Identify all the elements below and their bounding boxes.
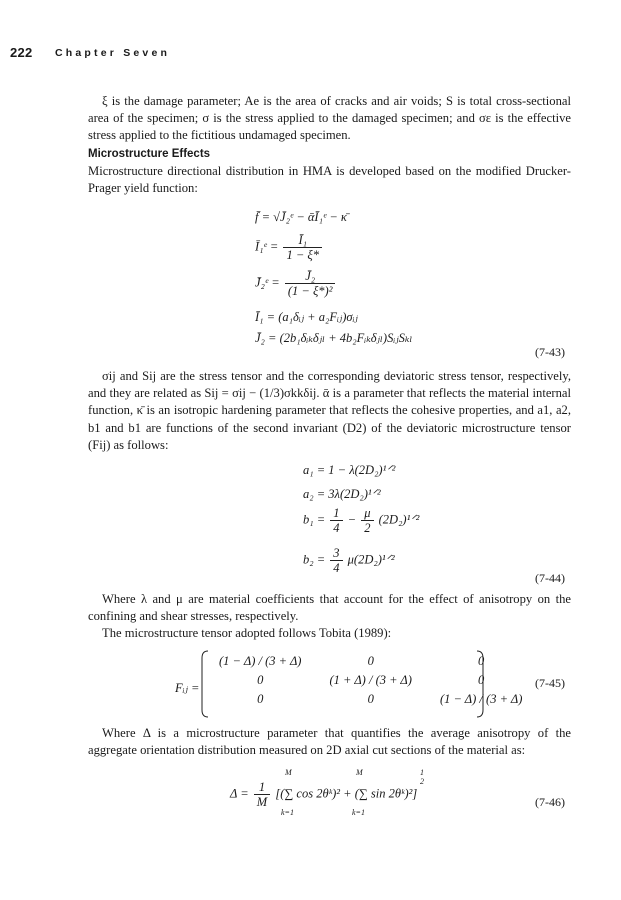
- paragraph-damage-definitions: ξ is the damage parameter; Ae is the area of cracks and air voids; S is total cross-sectional area of the specimen; σ is the stress applied to the damaged specimen; and σε is the effective stress applied to the fictitious undamaged specimen.: [88, 94, 571, 143]
- eq-7-44-line-2: a₂ = 3λ(2D₂)¹ᐟ²: [303, 487, 381, 501]
- fraction: [330, 506, 342, 535]
- exponent-numerator: 1: [420, 768, 424, 777]
- eq-7-43-line-2: [255, 233, 324, 262]
- sum-upper-limit: M: [285, 768, 292, 777]
- eq-lhs: Δ =: [230, 786, 249, 801]
- eq-7-43-line-3: [255, 269, 337, 298]
- minus: −: [347, 512, 357, 527]
- paragraph-yield-function: Microstructure directional distribution in HMA is developed based on the modified Drucker-Prager yield function:: [88, 164, 571, 196]
- eq-lhs: b₂ =: [303, 552, 326, 567]
- exponent-denominator: 2: [420, 777, 424, 786]
- eq-7-43-line-4: Ī₁ = (a₁δᵢⱼ + a₂Fᵢⱼ)σᵢⱼ: [255, 310, 358, 324]
- numerator: Ī₁: [283, 233, 322, 248]
- eq-lhs: J̄₂ᵉ =: [255, 275, 280, 290]
- matrix-cell: 0: [367, 654, 374, 668]
- matrix-cell: 0: [478, 654, 485, 668]
- eq-7-44-line-3: [303, 506, 419, 535]
- exponent-fraction: [420, 768, 424, 786]
- paragraph-stress-tensor: σij and Sij are the stress tensor and the corresponding deviatoric stress tensor, respectively, and they are related as Sij = σij − (1/3)σkkδij. ᾱ is a parameter that reflects the material internal function, κ̄ is an isotropic hardening parameter that reflects the cohesive properties, and a1, a2, b1 and b1 are functions of the second invariant (D2) of the deviatoric microstructure tensor (Fij) as follows:: [88, 369, 571, 452]
- eq-7-43-line-1: f̄ = √J̄₂ᵉ − ᾱĪ₁ᵉ − κ̄: [255, 210, 347, 224]
- eq-rhs: μ(2D₂)¹ᐟ²: [347, 552, 395, 567]
- fraction: [283, 233, 322, 262]
- section-heading: Microstructure Effects: [88, 148, 211, 160]
- paragraph-delta-definition: Where Δ is a microstructure parameter that quantifies the average anisotropy of the aggregate orientation distribution measured on 2D axial cut sections of the material as:: [88, 726, 571, 758]
- sum-upper-limit: M: [356, 768, 363, 777]
- denominator: 4: [333, 561, 340, 575]
- eq-7-44-line-4: [303, 546, 395, 575]
- denominator: 4: [333, 521, 340, 535]
- matrix-cell: 0: [257, 673, 264, 687]
- matrix-cell: (1 − Δ) / (3 + Δ): [219, 654, 302, 668]
- denominator: 1 − ξ*: [286, 248, 320, 262]
- page-number: 222: [10, 45, 33, 60]
- denominator: M: [256, 795, 268, 809]
- eq-7-46: [230, 780, 417, 809]
- matrix-right-bracket: [475, 650, 485, 718]
- eq-7-45-lhs: Fᵢⱼ =: [175, 681, 200, 695]
- eq-body: [(∑ cos 2θᵏ)² + (∑ sin 2θᵏ)²]: [275, 786, 418, 801]
- chapter-title: Chapter Seven: [55, 47, 171, 59]
- eq-7-44-number: (7-44): [535, 571, 565, 585]
- fraction: [254, 780, 270, 809]
- paragraph-anisotropy-coefficients: Where λ and μ are material coefficients that account for the effect of anisotropy on the confining and shear stresses, respectively.: [88, 592, 571, 624]
- matrix-cell: 0: [367, 692, 374, 706]
- fraction: [285, 269, 336, 298]
- eq-rhs: (2D₂)¹ᐟ²: [378, 512, 420, 527]
- matrix-cell: (1 + Δ) / (3 + Δ): [329, 673, 412, 687]
- denominator: 2: [364, 521, 371, 535]
- numerator: μ: [361, 506, 373, 521]
- matrix-row: [205, 690, 536, 709]
- matrix-row: [205, 671, 536, 690]
- numerator: 1: [254, 780, 270, 795]
- fraction: [330, 546, 342, 575]
- eq-7-45-number: (7-45): [535, 676, 565, 690]
- eq-7-43-number: (7-43): [535, 345, 565, 359]
- numerator: J̄₂: [285, 269, 336, 284]
- eq-7-44-line-1: a₁ = 1 − λ(2D₂)¹ᐟ²: [303, 463, 396, 477]
- sum-lower-limit: k=1: [352, 808, 365, 817]
- sum-lower-limit: k=1: [281, 808, 294, 817]
- eq-7-43-line-5: J̄₂ = (2b₁δᵢₖδⱼₗ + 4b₂Fᵢₖδⱼₗ)SᵢⱼSₖₗ: [255, 331, 413, 345]
- matrix-cell: 0: [478, 673, 485, 687]
- denominator: (1 − ξ*)²: [287, 284, 333, 298]
- eq-lhs: b₁ =: [303, 512, 326, 527]
- matrix-cell: 0: [257, 692, 264, 706]
- eq-lhs: Ī₁ᵉ =: [255, 239, 279, 254]
- matrix-cell: (1 − Δ) / (3 + Δ): [439, 692, 523, 706]
- numerator: 3: [330, 546, 342, 561]
- microstructure-matrix: [205, 652, 536, 709]
- matrix-row: [205, 652, 536, 671]
- numerator: 1: [330, 506, 342, 521]
- eq-7-46-number: (7-46): [535, 795, 565, 809]
- paragraph-tobita: The microstructure tensor adopted follows Tobita (1989):: [102, 626, 392, 640]
- fraction: [361, 506, 373, 535]
